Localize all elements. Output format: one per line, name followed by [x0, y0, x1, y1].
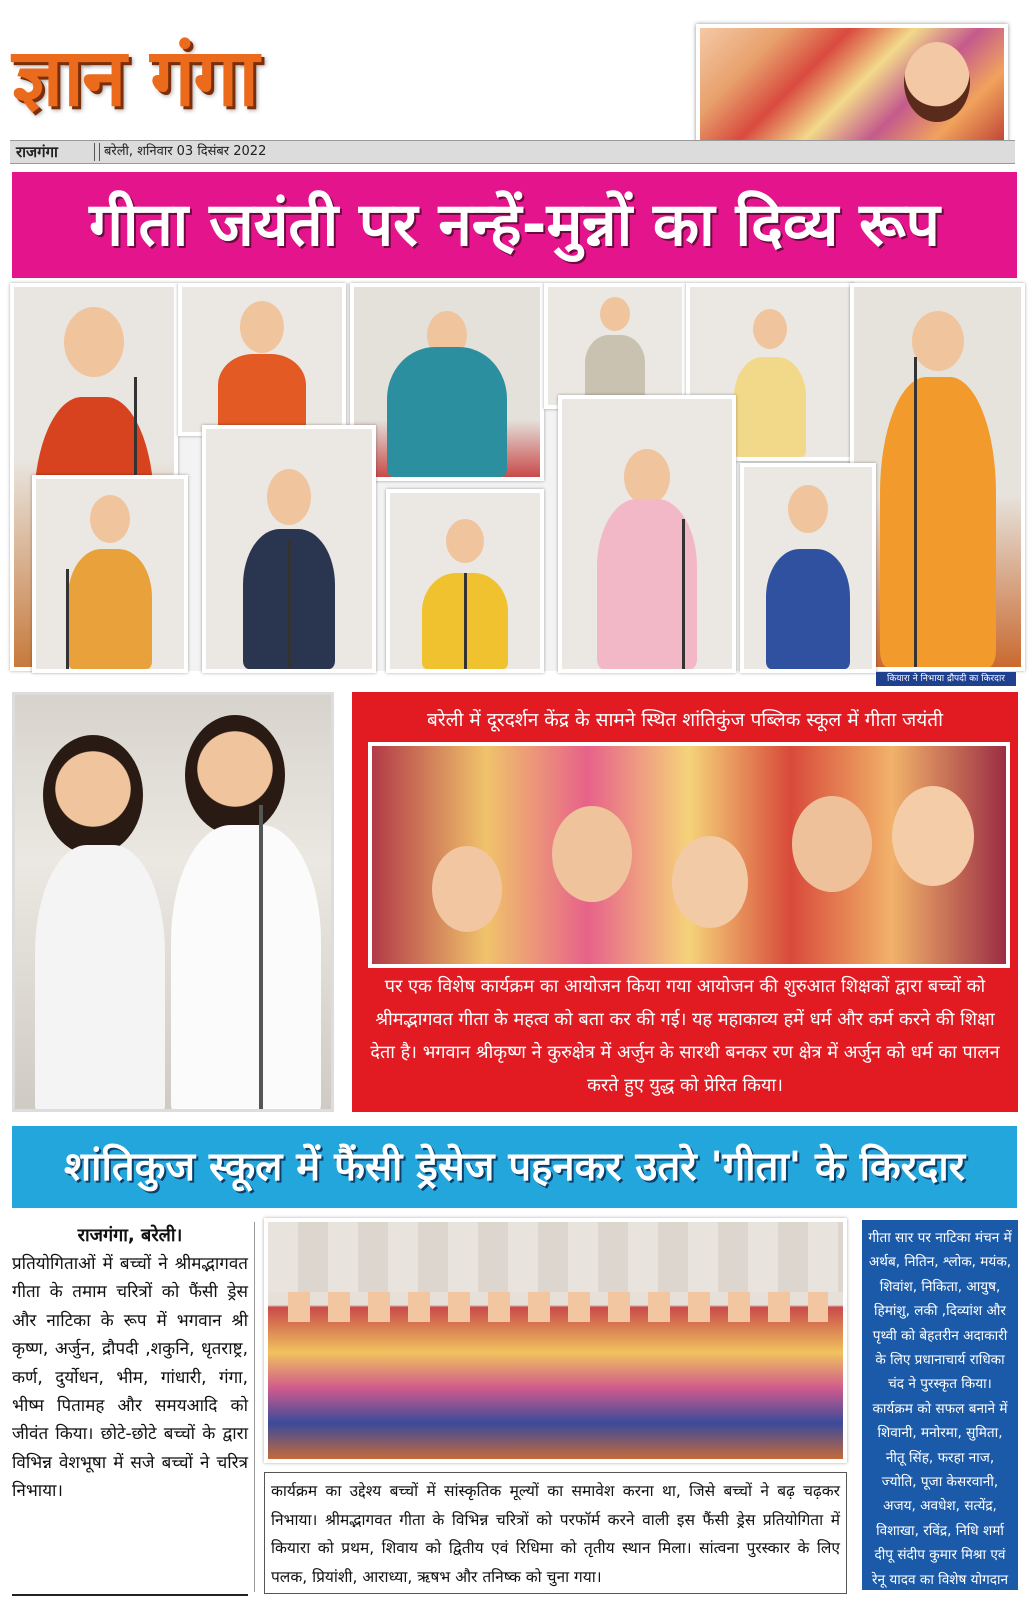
red-panel — [352, 692, 1018, 1112]
headline-top — [12, 172, 1017, 278]
photo-child-bearded-sage — [202, 425, 376, 673]
brand-separator — [94, 143, 100, 161]
photo-child-pink-krishna — [558, 395, 736, 673]
photo-child-yellow-saree — [32, 475, 188, 673]
photo-children-group-closeup — [368, 742, 1010, 968]
red-panel-lead: बरेली में दूरदर्शन केंद्र के सामने स्थित शांतिकुंज पब्लिक स्कूल में गीता जयंती — [426, 709, 944, 731]
teacher-face-image — [904, 42, 970, 122]
headline-bottom-text: शांतिकुज स्कूल में फैंसी ड्रेसेज पहनकर उतरे 'गीता' के किरदार — [63, 1144, 966, 1190]
red-panel-body: पर एक विशेष कार्यक्रम का आयोजन किया गया आयोजन की शुरुआत शिक्षकों द्वारा बच्चों को श्रीमद्भागवत गीता के महत्व को बता कर की गई। यह महाकाव्य हमें धर्म और कर्म करने की शिक्षा देता है। भगवान श्रीकृष्ण ने कुरुक्षेत्र में अर्जुन के सारथी बनकर रण क्षेत्र में अर्जुन को धर्म का पालन करते हुए युद्ध को प्रेरित किया। — [370, 976, 1000, 1096]
photo-child-orange-saree — [850, 283, 1025, 671]
article-side-column — [862, 1220, 1018, 1613]
masthead-title: ज्ञान गंगा — [12, 30, 258, 124]
dateline-bar — [10, 140, 1015, 164]
article-left-text: प्रतियोगिताओं में बच्चों ने श्रीमद्भागवत गीता के तमाम चरित्रों को फैंसी ड्रेस और नाटिका के रूप में भगवान श्री कृष्ण, अर्जुन, द्रौपदी ,शकुनि, धृतराष्ट्र, कर्ण, दुर्योधन, भीम, गांधारी, गंगा, भीष्म पितामह और समयआदि को जीवंत किया। छोटे-छोटे बच्चों के द्वारा विभिन्न वेशभूषा में सजे बच्चों ने चरित्र निभाया। — [12, 1254, 248, 1502]
article-side-text: गीता सार पर नाटिका मंचन में अर्थब, नितिन, श्लोक, मयंक, शिवांश, निकिता, आयुष, हिमांशु, लकी ,दिव्यांश और पृथ्वी को बेहतरीन अदाकारी के लिए प्रधानाचार्य राधिका चंद ने पुरस्कृत किया। कार्यक्रम को सफल बनाने में शिवानी, मनोरमा, सुमिता, नीतू सिंह, फरहा नाज, ज्योति, पूजा केसरवानी, अजय, अवधेश, सत्येंद्र, विशाखा, रविंद्र, निधि शर्मा दीपू संदीप कुमार मिश्रा एवं रेनू यादव का विशेष योगदान रहा। — [868, 1230, 1012, 1613]
photo-child-multi-arm-krishna — [350, 283, 544, 481]
photo-two-girls-white — [12, 692, 334, 1112]
article-byline: राजगंगा, बरेली। — [77, 1225, 183, 1246]
headline-bottom — [12, 1126, 1017, 1208]
photo-child-small-stage — [544, 283, 686, 409]
costume-photo-collage — [10, 283, 1017, 671]
column-bottom-rule — [12, 1594, 248, 1596]
column-divider — [254, 1222, 255, 1592]
brand-name: राजगंगा — [16, 143, 58, 161]
collage-caption: कियारा ने निभाया द्रौपदी का किरदार — [876, 672, 1016, 686]
photo-child-yellow-kurta — [386, 489, 544, 673]
photo-child-blue-vest — [740, 463, 876, 673]
article-bottom-text: कार्यक्रम का उद्देश्य बच्चों में सांस्कृतिक मूल्यों का समावेश करना था, जिसे बच्चों ने बढ़ चढ़कर निभाया। श्रीमद्भागवत गीता के विभिन्न चरित्रों को परफॉर्म करने वाली इस फैंसी ड्रेस प्रतियोगिता में कियारा को प्रथम, शिवाय को द्वितीय एवं रिधिमा को तृतीय स्थान मिला। सांत्वना पुरस्कार के लिए पलक, प्रियांशी, आराध्या, ऋषभ और तनिष्क को चुना गया। — [264, 1472, 847, 1594]
photo-costume-group-stage — [264, 1218, 847, 1463]
dateline-date: बरेली, शनिवार 03 दिसंबर 2022 — [104, 144, 267, 159]
headline-top-text: गीता जयंती पर नन्हें-मुन्नों का दिव्य रूप — [89, 190, 940, 260]
article-left-column — [12, 1222, 248, 1592]
photo-child-orange-dress — [178, 283, 346, 436]
